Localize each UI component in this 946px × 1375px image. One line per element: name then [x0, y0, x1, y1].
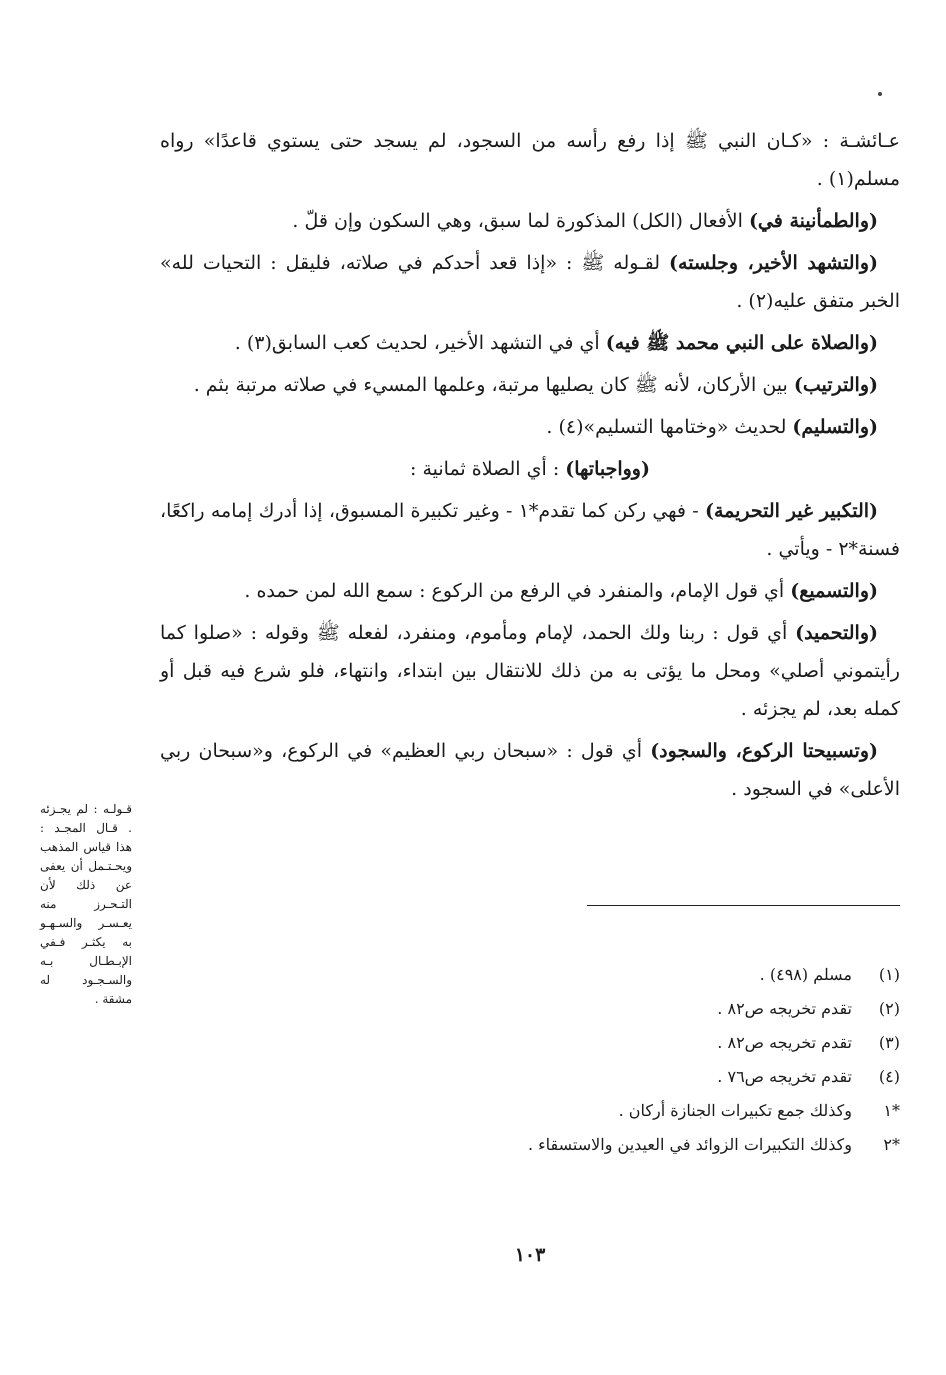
- footnote-number: *١: [883, 1101, 900, 1120]
- footnote-number: (٤): [878, 1067, 900, 1086]
- main-text: [160, 122, 900, 812]
- footnote-number: (٢): [878, 999, 900, 1018]
- footnote-item: [300, 1094, 900, 1128]
- footnote-item: [300, 1060, 900, 1094]
- paragraph-2: (والطمأنينة في) الأفعال (الكل) المذكورة لما سبق، وهي السكون وإن قلّ .: [292, 210, 878, 232]
- paragraph-3: (والتشهد الأخير، وجلسته) لقـوله ﷺ : «إذا قعد أحدكم في صلاته، فليقل : التحيات لله» الخبر متفق عليه(٢) .: [160, 252, 900, 312]
- footnote-separator: [587, 905, 900, 906]
- footnote-text: تقدم تخريجه ص٨٢ .: [717, 1033, 852, 1052]
- footnote-item: [300, 1026, 900, 1060]
- footnote-item: [300, 992, 900, 1026]
- footnote-number: *٢: [883, 1135, 900, 1154]
- footnote-text: وكذلك جمع تكبيرات الجنازة أركان .: [618, 1101, 852, 1120]
- footnote-item: [300, 958, 900, 992]
- footnote-text: وكذلك التكبيرات الزوائد في العيدين والاستسقاء .: [527, 1135, 852, 1154]
- paragraph-11: (وتسبيحتا الركوع، والسجود) أي قول : «سبحان ربي العظيم» في الركوع، و«سبحان ربي الأعلى» في السجود .: [160, 740, 900, 800]
- paragraph-7-heading: (وواجباتها) : أي الصلاة ثمانية :: [410, 458, 650, 480]
- page-mark: [878, 92, 882, 96]
- footnote-number: (٣): [878, 1033, 900, 1052]
- footnote-text: تقدم تخريجه ص٧٦ .: [717, 1067, 852, 1086]
- paragraph-4: (والصلاة على النبي محمد ﷺ فيه) أي في التشهد الأخير، لحديث كعب السابق(٣) .: [234, 332, 878, 354]
- paragraph-5: (والترتيب) بين الأركان، لأنه ﷺ كان يصليها مرتبة، وعلمها المسيء في صلاته مرتبة بثم .: [193, 374, 878, 396]
- paragraph-1: عـائشـة : «كـان النبي ﷺ إذا رفع رأسه من السجود، لم يسجد حتى يستوي قاعدًا» رواه مسلم(١) .: [160, 130, 900, 190]
- footnote-text: تقدم تخريجه ص٨٢ .: [717, 999, 852, 1018]
- footnote-text: مسلم (٤٩٨) .: [759, 965, 852, 984]
- margin-note: قـولـه : لم يجـزئه . قـال المجـد : هذا قياس المذهب ويحـتـمل أن يعفى عن ذلك لأن التـحـرز منه يعـسـر والسـهـو به يكثـر فـفي الإبـطـال بـه والسـجـود له مشقة .: [40, 802, 132, 1006]
- paragraph-9: (والتسميع) أي قول الإمام، والمنفرد في الرفع من الركوع : سمع الله لمن حمده .: [244, 580, 878, 602]
- paragraph-6: (والتسليم) لحديث «وختامها التسليم»(٤) .: [546, 416, 878, 438]
- footnote-item: [300, 1128, 900, 1162]
- paragraph-8: (التكبير غير التحريمة) - فهي ركن كما تقدم*١ - وغير تكبيرة المسبوق، إذا أدرك إمامه راكعًا، فسنة*٢ - ويأتي .: [160, 500, 900, 560]
- paragraph-10: (والتحميد) أي قول : ربنا ولك الحمد، لإمام ومأموم، ومنفرد، لفعله ﷺ وقوله : «صلوا كما رأيتموني أصلي» ومحل ما يؤتى به من ذلك للانتقال بين ابتداء، وانتهاء، فلو شرع فيه قبل أو كمله بعد، لم يجزئه .: [160, 622, 900, 720]
- page-number: ١٠٣: [514, 1244, 546, 1266]
- footnotes: [300, 958, 900, 1162]
- footnote-number: (١): [878, 965, 900, 984]
